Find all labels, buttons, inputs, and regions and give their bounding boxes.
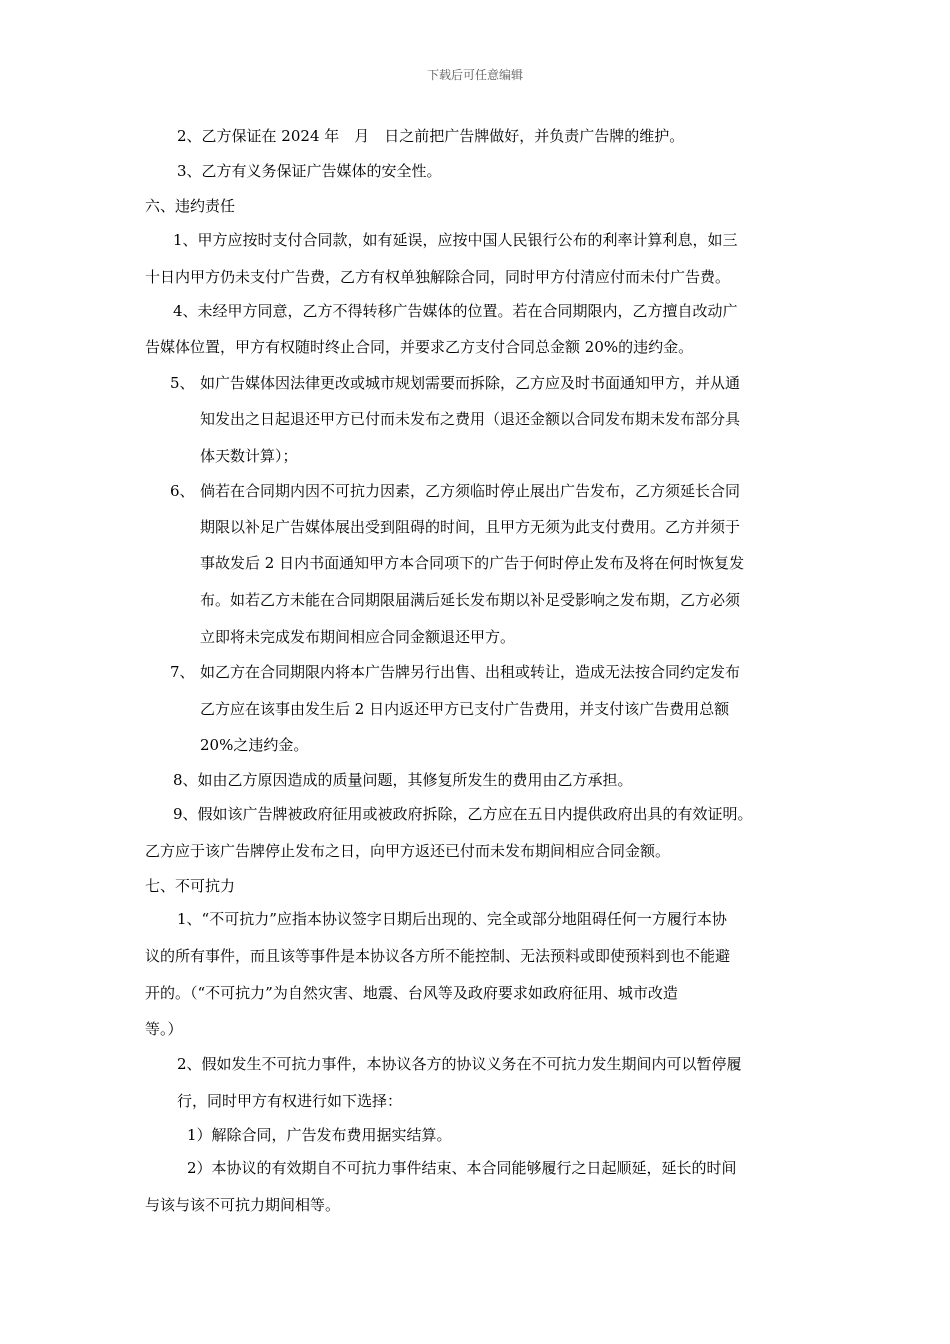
paragraph-line: 2、假如发生不可抗力事件，本协议各方的协议义务在不可抗力发生期间内可以暂停履: [177, 1055, 742, 1073]
paragraph-line: 与该与该不可抗力期间相等。: [145, 1196, 341, 1214]
paragraph-line: 十日内甲方仍未支付广告费，乙方有权单独解除合同，同时甲方付清应付而未付广告费。: [145, 268, 731, 286]
paragraph-line: 2、乙方保证在 2024 年 月 日之前把广告牌做好，并负责广告牌的维护。: [177, 127, 685, 145]
paragraph-line: 布。如若乙方未能在合同期限届满后延长发布期以补足受影响之发布期，乙方必须: [200, 591, 741, 609]
page-header: 下载后可任意编辑: [426, 68, 523, 82]
paragraph-line: 立即将未完成发布期间相应合同金额退还甲方。: [200, 628, 516, 646]
paragraph-line: 1、“不可抗力”应指本协议签字日期后出现的、完全或部分地阻碍任何一方履行本协: [177, 910, 727, 928]
paragraph-line: 20%之违约金。: [200, 736, 309, 754]
paragraph-line: 1、甲方应按时支付合同款，如有延误，应按中国人民银行公布的利率计算利息，如三: [173, 231, 738, 249]
paragraph-line: 开的。（“不可抗力”为自然灾害、地震、台风等及政府要求如政府征用、城市改造: [145, 984, 678, 1002]
paragraph-line: 4、未经甲方同意，乙方不得转移广告媒体的位置。若在合同期限内，乙方擅自改动广: [173, 302, 738, 320]
paragraph-line: 如乙方在合同期限内将本广告牌另行出售、出租或转让，造成无法按合同约定发布: [200, 663, 741, 681]
paragraph-line: 3、乙方有义务保证广告媒体的安全性。: [177, 162, 442, 180]
paragraph-line: 乙方应在该事由发生后 2 日内返还甲方已支付广告费用，并支付该广告费用总额: [200, 700, 730, 718]
paragraph-line: 期限以补足广告媒体展出受到阻碍的时间，且甲方无须为此支付费用。乙方并须于: [200, 518, 741, 536]
paragraph-line: 8、如由乙方原因造成的质量问题，其修复所发生的费用由乙方承担。: [173, 771, 633, 789]
paragraph-line: 2）本协议的有效期自不可抗力事件结束、本合同能够履行之日起顺延，延长的时间: [187, 1159, 737, 1177]
paragraph-line: 体天数计算）；: [200, 447, 298, 465]
paragraph-line: 事故发后 2 日内书面通知甲方本合同项下的广告于何时停止发布及将在何时恢复发: [200, 554, 745, 572]
section-heading: 六、违约责任: [145, 197, 236, 215]
list-number: 6、: [170, 482, 195, 500]
paragraph-line: 告媒体位置，甲方有权随时终止合同，并要求乙方支付合同总金额 20%的违约金。: [145, 338, 694, 356]
paragraph-line: 行，同时甲方有权进行如下选择：: [177, 1092, 403, 1110]
paragraph-line: 等。）: [145, 1020, 183, 1038]
section-heading: 七、不可抗力: [145, 877, 236, 895]
paragraph-line: 如广告媒体因法律更改或城市规划需要而拆除，乙方应及时书面通知甲方，并从通: [200, 374, 741, 392]
paragraph-line: 议的所有事件，而且该等事件是本协议各方所不能控制、无法预料或即使预料到也不能避: [145, 947, 731, 965]
paragraph-line: 1）解除合同，广告发布费用据实结算。: [187, 1126, 452, 1144]
list-number: 5、: [170, 374, 195, 392]
list-number: 7、: [170, 663, 195, 681]
paragraph-line: 乙方应于该广告牌停止发布之日，向甲方返还已付而未发布期间相应合同金额。: [145, 842, 671, 860]
paragraph-line: 倘若在合同期内因不可抗力因素，乙方须临时停止展出广告发布，乙方须延长合同: [200, 482, 741, 500]
paragraph-line: 知发出之日起退还甲方已付而未发布之费用（退还金额以合同发布期未发布部分具: [200, 410, 741, 428]
paragraph-line: 9、假如该广告牌被政府征用或被政府拆除，乙方应在五日内提供政府出具的有效证明。: [173, 805, 753, 823]
